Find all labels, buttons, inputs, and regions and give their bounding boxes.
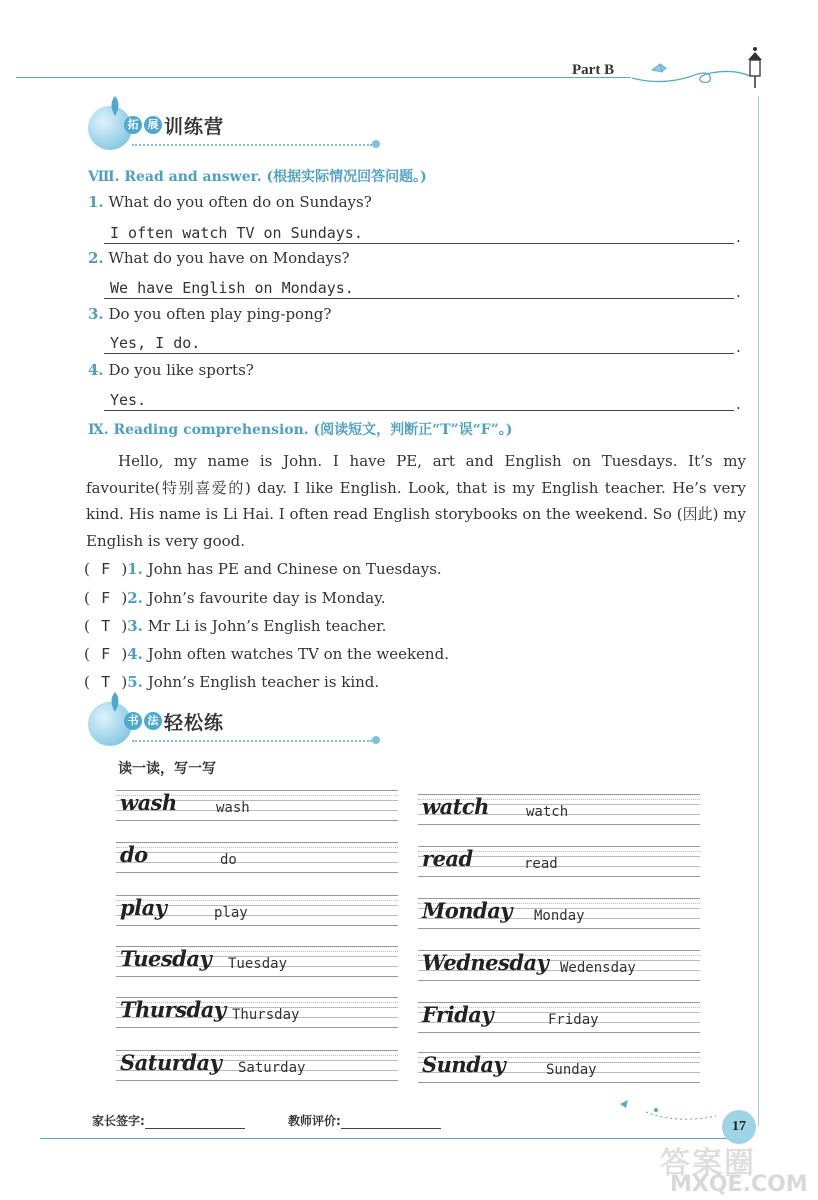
tf-answer-5[interactable]: T	[101, 673, 111, 691]
question-1: 1. What do you often do on Sundays?	[88, 193, 372, 211]
answer-line-3	[104, 353, 734, 354]
page-number: 17	[722, 1110, 756, 1144]
tf-item-2: ( F )2. John’s favourite day is Monday.	[84, 589, 386, 607]
written-word[interactable]: Tuesday	[228, 956, 288, 972]
reading-passage: Hello, my name is John. I have PE, art and English on Tuesdays. It’s my favourite(特别喜爱的) day. I like English. Look, that is my English teacher. He’s very kind. His name is Li Hai. I often read English storybooks on the weekend. So (因此) my English is very good.	[86, 452, 746, 550]
written-word[interactable]: Friday	[548, 1012, 599, 1028]
writing-pair	[116, 995, 398, 1029]
model-word: Wednesday	[422, 950, 549, 975]
footer-decoration-icon	[616, 1094, 726, 1124]
model-word: Friday	[422, 1002, 494, 1027]
written-word[interactable]: Saturday	[238, 1060, 306, 1076]
tf-item-4: ( F )4. John often watches TV on the weekend.	[84, 645, 449, 663]
writing-pair	[116, 893, 398, 927]
question-4: 4. Do you like sports?	[88, 361, 254, 379]
answer-3[interactable]: Yes, I do.	[110, 334, 201, 352]
header-decoration-icon	[632, 46, 772, 96]
answer-1[interactable]: I often watch TV on Sundays.	[110, 224, 363, 242]
section-dotted-rule	[132, 144, 372, 146]
writing-pair	[418, 896, 700, 930]
section-dot-end	[372, 736, 380, 744]
section-dot-end	[372, 140, 380, 148]
model-word: Sunday	[422, 1052, 506, 1077]
parent-signature-blank[interactable]	[145, 1116, 245, 1129]
model-word: Monday	[422, 898, 513, 923]
header-rule	[16, 77, 631, 78]
watermark-url: MXQE.COM	[670, 1172, 808, 1197]
writing-pair	[418, 1050, 700, 1084]
written-word[interactable]: Sunday	[546, 1062, 597, 1078]
answer-period-4: .	[736, 395, 741, 413]
teacher-evaluation: 教师评价:	[288, 1112, 441, 1129]
model-word: Thursday	[120, 997, 226, 1022]
section-badge-1: 拓	[124, 116, 142, 134]
leaf-icon	[108, 96, 122, 116]
watermark: 答案圈	[660, 1146, 756, 1181]
writing-pair	[418, 792, 700, 826]
four-line-grid	[116, 840, 398, 874]
teacher-evaluation-blank[interactable]	[341, 1116, 441, 1129]
instruction-read-and-answer: Ⅷ. Read and answer. (根据实际情况回答问题。)	[88, 169, 427, 185]
writing-pair	[418, 844, 700, 878]
writing-pair	[116, 788, 398, 822]
answer-period-2: .	[736, 283, 741, 301]
tf-answer-2[interactable]: F	[101, 589, 111, 607]
tf-answer-3[interactable]: T	[101, 617, 111, 635]
answer-line-1	[104, 243, 734, 244]
writing-pair	[418, 948, 700, 982]
part-label: Part B	[572, 62, 615, 78]
section-badge-2: 展	[144, 116, 162, 134]
leaf-icon	[108, 692, 122, 712]
writing-pair	[116, 1048, 398, 1082]
answer-period-1: .	[736, 228, 741, 246]
model-word: Tuesday	[120, 946, 212, 971]
section-badge-2: 法	[144, 712, 162, 730]
written-word[interactable]: Thursday	[232, 1007, 300, 1023]
answer-2[interactable]: We have English on Mondays.	[110, 279, 354, 297]
tf-answer-1[interactable]: F	[101, 560, 111, 578]
parent-signature: 家长签字:	[92, 1112, 245, 1129]
footer-rule	[40, 1138, 730, 1139]
tf-item-5: ( T )5. John’s English teacher is kind.	[84, 673, 380, 691]
writing-pair	[418, 1000, 700, 1034]
model-word: read	[422, 846, 473, 871]
model-word: wash	[120, 790, 177, 815]
written-word[interactable]: Wedensday	[560, 960, 636, 976]
section-dotted-rule	[132, 740, 372, 742]
tf-item-3: ( T )3. Mr Li is John’s English teacher.	[84, 617, 387, 635]
question-3: 3. Do you often play ping-pong?	[88, 305, 332, 323]
written-word[interactable]: watch	[526, 804, 569, 820]
section-heading-calligraphy	[88, 700, 388, 748]
answer-4[interactable]: Yes.	[110, 391, 147, 409]
written-word[interactable]: wash	[216, 800, 250, 816]
written-word[interactable]: play	[214, 905, 248, 921]
instruction-read-and-write: 读一读，写一写	[118, 761, 216, 777]
model-word: play	[120, 895, 167, 920]
tf-answer-4[interactable]: F	[101, 645, 111, 663]
written-word[interactable]: read	[524, 856, 558, 872]
model-word: do	[120, 842, 148, 867]
section-badge-1: 书	[124, 712, 142, 730]
writing-pair	[116, 944, 398, 978]
model-word: Saturday	[120, 1050, 222, 1075]
model-word: watch	[422, 794, 489, 819]
section-title: 轻松练	[164, 712, 225, 734]
answer-period-3: .	[736, 338, 741, 356]
section-title: 训练营	[164, 116, 225, 138]
section-heading-extension	[88, 104, 388, 152]
writing-pair	[116, 840, 398, 874]
written-word[interactable]: Monday	[534, 908, 585, 924]
tf-item-1: ( F )1. John has PE and Chinese on Tuesdays.	[84, 560, 442, 578]
answer-line-2	[104, 298, 734, 299]
answer-line-4	[104, 410, 734, 411]
page-right-rule	[758, 96, 759, 1126]
instruction-reading-comprehension: Ⅸ. Reading comprehension. (阅读短文，判断正“T”误“F”。)	[88, 422, 513, 438]
question-2: 2. What do you have on Mondays?	[88, 249, 350, 267]
written-word[interactable]: do	[220, 852, 237, 868]
